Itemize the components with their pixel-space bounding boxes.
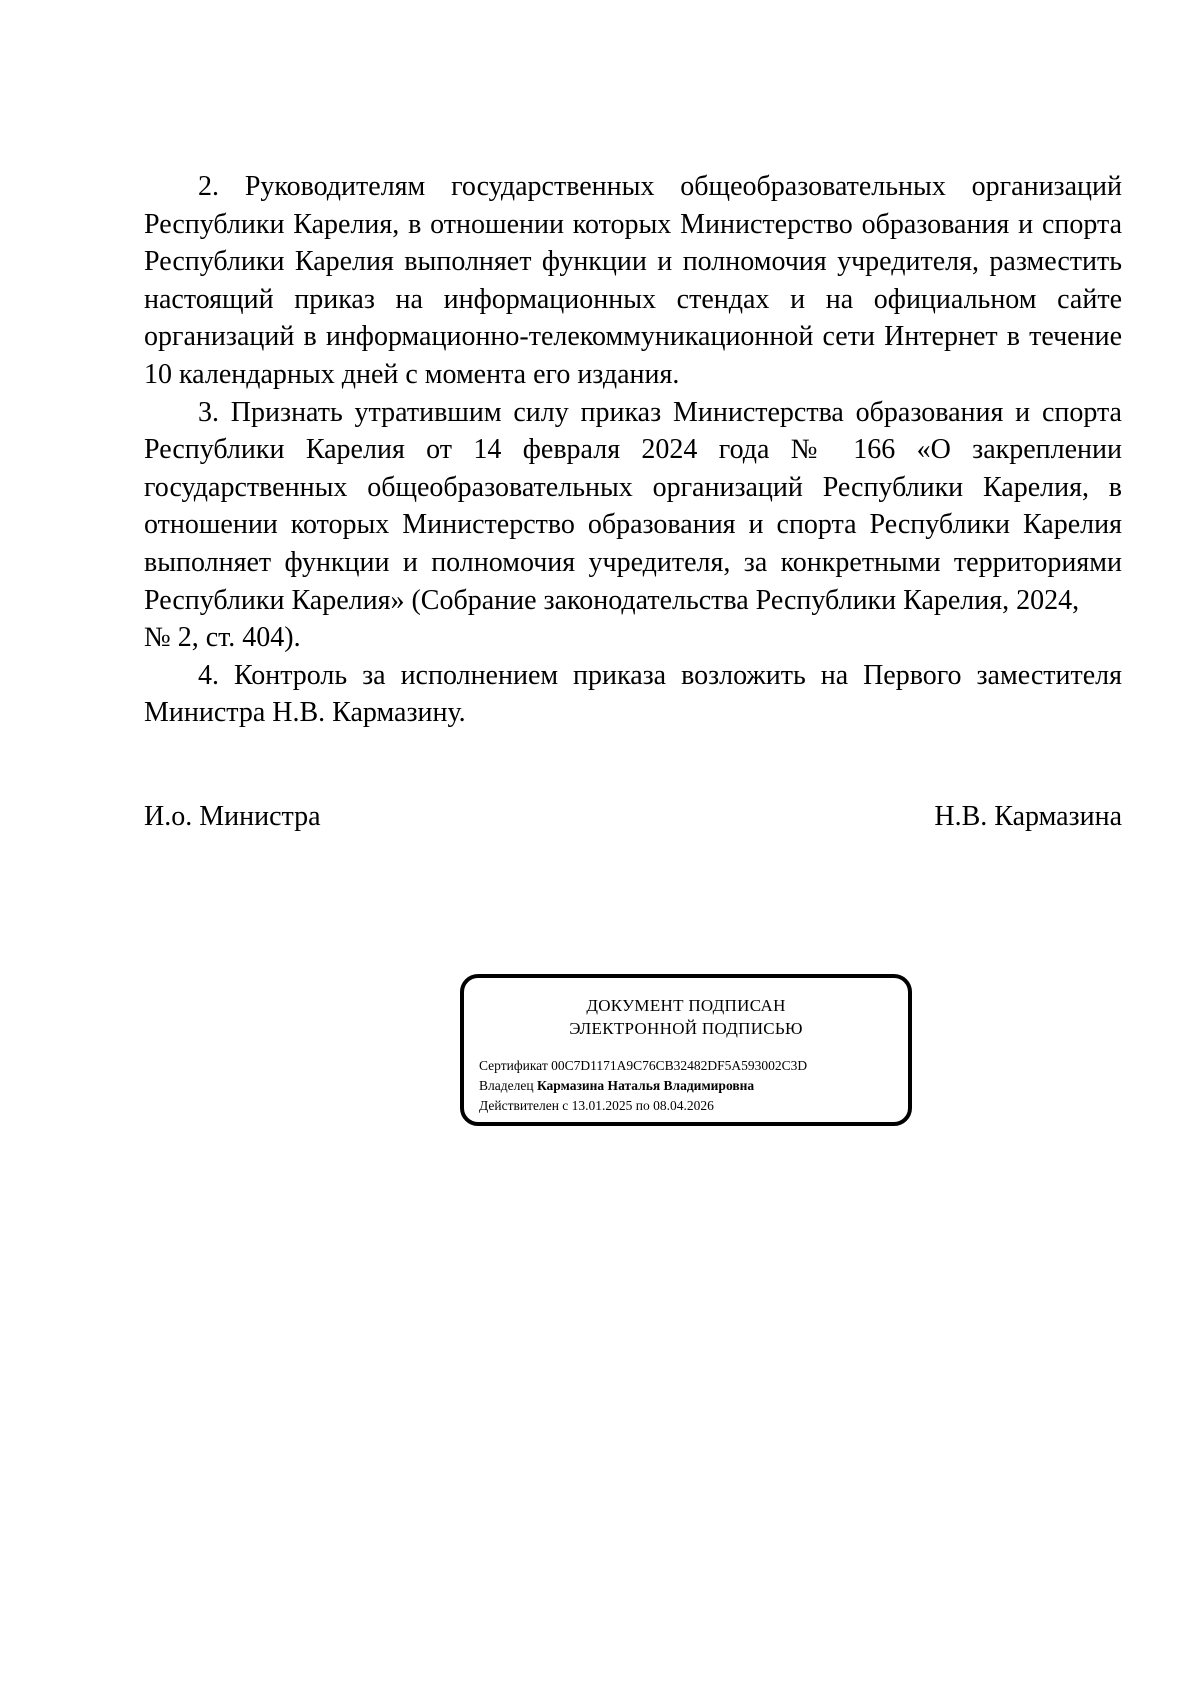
stamp-details [479,1056,807,1116]
paragraph-3 [144,394,1122,657]
stamp-validity-line [479,1096,807,1116]
stamp-owner-line [479,1076,807,1096]
signatory-position: И.о. Министра [144,801,321,832]
electronic-signature-stamp [460,974,912,1126]
owner-value: Кармазина Наталья Владимировна [536,1078,755,1093]
valid-to: 08.04.2026 [653,1098,714,1113]
valid-from: 13.01.2025 [571,1098,633,1113]
certificate-label: Сертификат [479,1058,548,1073]
stamp-header-line-2: ЭЛЕКТРОННОЙ ПОДПИСЬЮ [569,1019,803,1038]
signature-block [144,798,1122,836]
paragraph-2: 2. Руководителям государственных общеобразовательных организаций Республики Карелия, в отношении которых Министерство образования и спорта Республики Карелия выполняет функции и полномочия учредителя, разместить настоящий приказ на информационных стендах и на официальном сайте организаций в информационно-телекоммуникационной сети Интернет в течение 10 календарных дней с момента его издания. [144,171,1122,390]
valid-label: Действителен с [479,1098,569,1113]
order-body [144,168,1122,732]
stamp-certificate-line [479,1056,807,1076]
valid-to-label: по [635,1098,650,1113]
paragraph-3-text: 3. Признать утратившим силу приказ Министерства образования и спорта Республики Карелия от 14 февраля 2024 года № 166 «О закреплении государственных общеобразовательных организаций Республики Карелия, в отношении которых Министерство образования и спорта Республики Карелия выполняет функции и полномочия учредителя, за конкретными территориями Республики Карелия» (Собрание законодательства Республики Карелия, 2024, [144,396,1122,616]
certificate-value: 00C7D1171A9C76CB32482DF5A593002C3D [551,1058,808,1073]
stamp-header [464,994,908,1040]
signatory-name: Н.В. Кармазина [934,801,1122,832]
stamp-header-line-1: ДОКУМЕНТ ПОДПИСАН [586,996,786,1015]
owner-label: Владелец [479,1078,534,1093]
paragraph-4: 4. Контроль за исполнением приказа возложить на Первого заместителя Министра Н.В. Кармазину. [144,659,1122,729]
paragraph-3-citation-tail: № 2, ст. 404). [144,622,301,654]
